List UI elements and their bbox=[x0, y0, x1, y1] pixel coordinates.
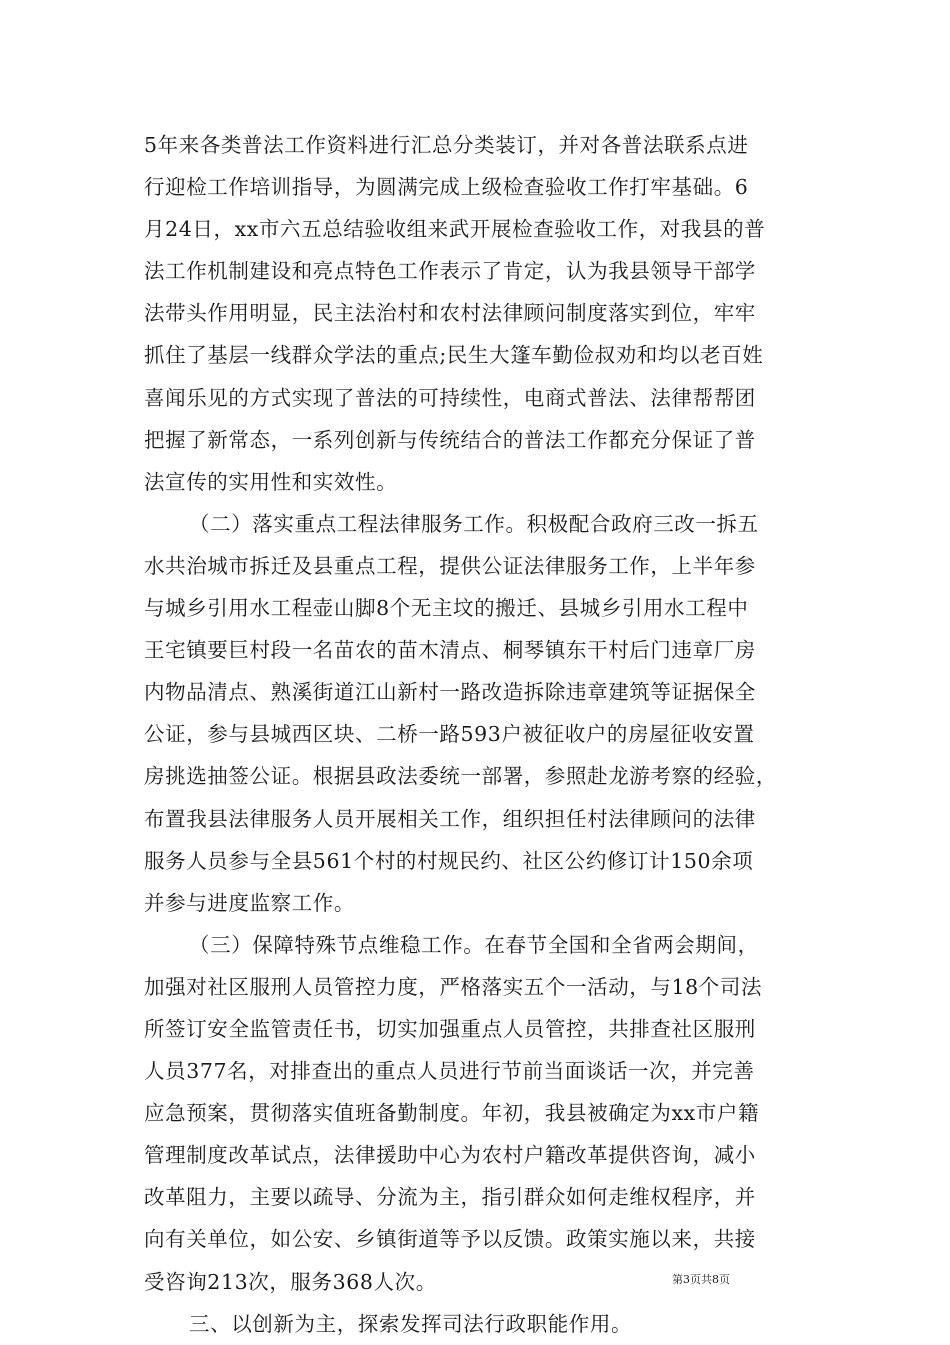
page-number-footer: 第3页共8页 bbox=[672, 1273, 730, 1286]
body-line: 法带头作用明显，民主法治村和农村法律顾问制度落实到位，牢牢 bbox=[144, 301, 756, 326]
body-line: 公证，参与县城西区块、二桥一路593户被征收户的房屋征收安置 bbox=[144, 722, 755, 747]
body-line: 改革阻力，主要以疏导、分流为主，指引群众如何走维权程序，并 bbox=[144, 1185, 756, 1210]
body-line: 法工作机制建设和亮点特色工作表示了肯定，认为我县领导干部学 bbox=[144, 259, 756, 284]
body-line: 与城乡引用水工程壶山脚8个无主坟的搬迁、县城乡引用水工程中 bbox=[144, 596, 749, 621]
section-heading-line: （二）落实重点工程法律服务工作。积极配合政府三改一拆五 bbox=[189, 511, 759, 536]
body-line: 受咨询213次，服务368人次。 bbox=[144, 1269, 437, 1294]
body-line: 行迎检工作培训指导，为圆满完成上级检查验收工作打牢基础。6 bbox=[144, 175, 749, 200]
body-line: 应急预案，贯彻落实值班备勤制度。年初，我县被确定为xx市户籍 bbox=[144, 1101, 760, 1126]
body-line: 所签订安全监管责任书，切实加强重点人员管控，共排查社区服刑 bbox=[144, 1016, 756, 1041]
body-line: 向有关单位，如公安、乡镇街道等予以反馈。政策实施以来，共接 bbox=[144, 1227, 756, 1252]
body-line: 5年来各类普法工作资料进行汇总分类装订，并对各普法联系点进 bbox=[144, 133, 749, 157]
body-line: 月24日，xx市六五总结验收组来武开展检查验收工作，对我县的普 bbox=[144, 217, 766, 242]
document-body bbox=[144, 124, 812, 1345]
body-line: 王宅镇要巨村段一名苗农的苗木清点、桐琴镇东干村后门违章厂房 bbox=[144, 638, 756, 663]
body-line: 内物品清点、熟溪街道江山新村一路改造拆除违章建筑等证据保全 bbox=[144, 680, 756, 705]
body-line: 喜闻乐见的方式实现了普法的可持续性，电商式普法、法律帮帮团 bbox=[144, 385, 756, 410]
body-line: 布置我县法律服务人员开展相关工作，组织担任村法律顾问的法律 bbox=[144, 806, 756, 831]
body-line: 服务人员参与全县561个村的村规民约、社区公约修订计150余项 bbox=[144, 848, 754, 873]
body-line: 水共治城市拆迁及县重点工程，提供公证法律服务工作，上半年参 bbox=[144, 553, 756, 578]
body-line: 把握了新常态，一系列创新与传统结合的普法工作都充分保证了普 bbox=[144, 427, 756, 452]
body-line: 加强对社区服刑人员管控力度，严格落实五个一活动，与18个司法 bbox=[144, 974, 763, 999]
body-line: 房挑选抽签公证。根据县政法委统一部署，参照赴龙游考察的经验， bbox=[144, 764, 777, 789]
body-line: 并参与进度监察工作。 bbox=[144, 890, 355, 915]
body-line: 人员377名，对排查出的重点人员进行节前当面谈话一次，并完善 bbox=[144, 1059, 755, 1084]
body-line: 法宣传的实用性和实效性。 bbox=[144, 469, 398, 494]
section-heading-line: （三）保障特殊节点维稳工作。在春节全国和全省两会期间， bbox=[189, 932, 759, 957]
body-line: 抓住了基层一线群众学法的重点;民生大篷车勤俭叔劝和均以老百姓 bbox=[144, 343, 764, 368]
section-heading-line: 三、以创新为主，探索发挥司法行政职能作用。 bbox=[189, 1311, 633, 1336]
body-line: 管理制度改革试点，法律援助中心为农村户籍改革提供咨询，减小 bbox=[144, 1143, 756, 1168]
